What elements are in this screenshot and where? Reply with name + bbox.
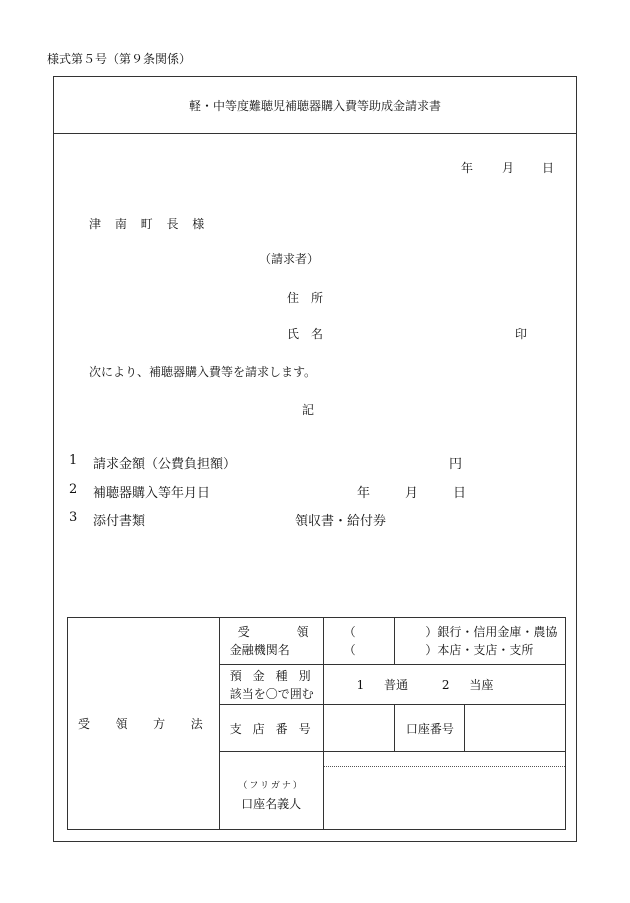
branch-no-label bbox=[230, 720, 323, 737]
form-title: 軽・中等度難聴児補聴器購入費等助成金請求書 bbox=[188, 98, 441, 113]
address-label: 住 所 bbox=[287, 291, 324, 305]
date-month: 月 bbox=[502, 161, 515, 175]
branch-no-char-2: 店 bbox=[252, 721, 265, 736]
method-char-3: 方 bbox=[153, 717, 166, 731]
branch-no-input-cell[interactable] bbox=[323, 705, 395, 752]
furigana-label: （フリガナ） bbox=[238, 780, 304, 791]
request-statement: 次により、補聴器購入費等を請求します。 bbox=[89, 365, 317, 379]
holder-label: 口座名義人 bbox=[241, 796, 302, 811]
branch-no-label-cell bbox=[219, 705, 323, 752]
form-number: 様式第５号（第９条関係） bbox=[47, 52, 192, 66]
account-no-label: 口座番号 bbox=[405, 721, 454, 736]
bank-types-cell bbox=[395, 618, 566, 665]
open-paren-1: （ bbox=[343, 625, 356, 639]
deposit-option-2: 当座 bbox=[469, 678, 494, 692]
item-2-number: 2 bbox=[69, 482, 78, 497]
item-3-value: 領収書・給付券 bbox=[295, 514, 387, 529]
date-day: 日 bbox=[542, 161, 555, 175]
paren-cell bbox=[323, 618, 395, 665]
date-year: 年 bbox=[461, 161, 474, 175]
item-1-label: 請求金額（公費負担額） bbox=[93, 457, 237, 472]
item-3-number: 3 bbox=[69, 510, 78, 525]
deposit-char-4: 別 bbox=[298, 668, 311, 683]
method-cell bbox=[68, 618, 220, 830]
deposit-option-2-number: 2 bbox=[441, 678, 450, 692]
title-row bbox=[54, 77, 576, 134]
method-char-1: 受 bbox=[78, 717, 91, 731]
institution-label-2: 金融機関名 bbox=[229, 643, 290, 657]
institution-label-cell bbox=[219, 618, 323, 665]
name-label: 氏 名 bbox=[287, 327, 324, 341]
holder-input-cell[interactable] bbox=[323, 752, 565, 830]
deposit-char-1: 預 bbox=[229, 668, 242, 683]
item-2-label: 補聴器購入等年月日 bbox=[93, 486, 211, 501]
item-1-number: 1 bbox=[69, 453, 78, 468]
addressee: 津 南 町 長 様 bbox=[89, 217, 210, 231]
branch-no-char-4: 号 bbox=[298, 721, 311, 736]
method-label bbox=[68, 715, 219, 732]
institution-row bbox=[68, 618, 566, 665]
item-2-day: 日 bbox=[453, 486, 467, 501]
deposit-char-2: 金 bbox=[252, 668, 265, 683]
institution-char-1: 受 bbox=[237, 625, 250, 639]
open-paren-2: （ bbox=[343, 643, 356, 657]
requester-label: （請求者） bbox=[259, 252, 320, 266]
bank-type-options: ）銀行・信用金庫・農協 bbox=[425, 625, 558, 639]
deposit-char-3: 種 bbox=[275, 668, 288, 683]
institution-label-1 bbox=[230, 623, 323, 641]
deposit-label-cell bbox=[219, 665, 323, 705]
deposit-option-1: 普通 bbox=[384, 678, 409, 692]
item-2-month: 月 bbox=[405, 486, 419, 501]
item-1-yen: 円 bbox=[449, 457, 463, 472]
branch-no-char-1: 支 bbox=[229, 721, 242, 736]
method-char-4: 法 bbox=[190, 717, 203, 731]
item-3-label: 添付書類 bbox=[93, 514, 146, 529]
seal-mark: 印 bbox=[515, 327, 528, 341]
ki-mark: 記 bbox=[302, 403, 315, 417]
bank-info-table bbox=[67, 617, 566, 830]
account-no-input-cell[interactable] bbox=[465, 705, 566, 752]
deposit-options-cell bbox=[323, 665, 565, 705]
branch-type-options: ）本店・支店・支所 bbox=[425, 643, 534, 657]
account-no-label-cell bbox=[395, 705, 465, 752]
deposit-option-1-number: 1 bbox=[356, 678, 365, 692]
deposit-label-2: 該当を〇で囲む bbox=[229, 686, 314, 701]
furigana-input-line[interactable] bbox=[324, 752, 565, 767]
branch-no-char-3: 番 bbox=[275, 721, 288, 736]
institution-char-2: 領 bbox=[296, 625, 309, 639]
holder-label-cell bbox=[219, 752, 323, 830]
method-char-2: 領 bbox=[115, 717, 128, 731]
deposit-label-1 bbox=[230, 667, 323, 685]
item-2-year: 年 bbox=[357, 486, 371, 501]
